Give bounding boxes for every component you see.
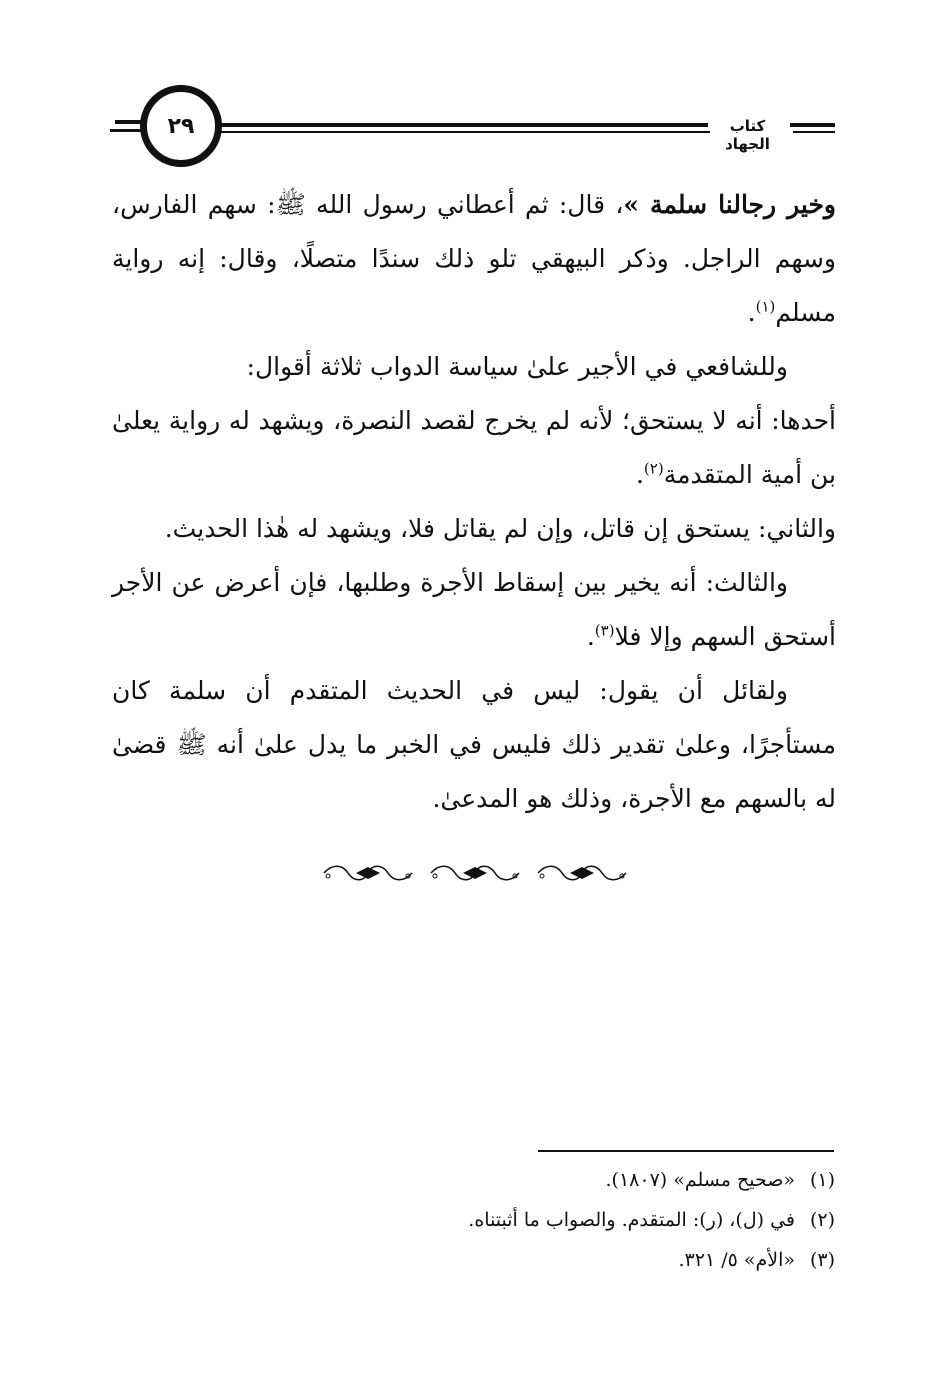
paragraph	[112, 394, 836, 502]
header-rule	[793, 131, 835, 133]
floral-divider-icon	[534, 860, 630, 886]
header-rule	[790, 123, 835, 127]
footnote	[300, 1200, 835, 1240]
paragraph-text: والثالث: أنه يخير بين إسقاط الأجرة وطلبها، فإن أعرض عن الأجر أستحق السهم وإلا فلا	[112, 568, 836, 651]
floral-divider-icon	[320, 860, 416, 886]
footnote-ref: (١)	[755, 297, 776, 316]
header-rule	[218, 123, 708, 127]
footnotes	[300, 1160, 835, 1280]
footnote-text: في (ل)، (ر): المتقدم. والصواب ما أثبتناه.	[468, 1209, 795, 1231]
footnote-number: (١)	[809, 1169, 835, 1191]
paragraph: وللشافعي في الأجير علىٰ سياسة الدواب ثلاثة أقوال:	[246, 352, 788, 381]
running-title: كتاب الجهاد	[725, 117, 770, 153]
page-header	[0, 85, 948, 185]
paragraph	[112, 556, 836, 664]
punctuation: .	[635, 460, 644, 489]
footnote	[300, 1240, 835, 1280]
paragraph: ولقائل أن يقول: ليس في الحديث المتقدم أن سلمة كان مستأجرًا، وعلىٰ تقدير ذلك فليس في الخبر ما يدل علىٰ أنه ﷺ قضىٰ له بالسهم مع الأجرة، وذلك هو المدعىٰ.	[112, 676, 836, 813]
floral-divider-icon	[427, 860, 523, 886]
footnote-separator	[538, 1150, 834, 1152]
page-number: ٢٩	[167, 113, 195, 139]
page-number-badge	[140, 85, 222, 167]
paragraph-text: ، قال: ثم أعطاني رسول الله ﷺ: سهم الفارس، وسهم الراجل. وذكر البيهقي تلو ذلك سندًا متصلًا، وقال: إنه رواية مسلم	[112, 190, 836, 327]
quoted-text: وخير رجالنا سلمة »	[623, 190, 836, 219]
floral-divider-icon	[320, 858, 630, 888]
main-text	[112, 178, 836, 826]
paragraph	[112, 178, 836, 340]
footnote-number: (٣)	[809, 1249, 835, 1271]
punctuation: .	[586, 622, 595, 651]
footnote-ref: (٢)	[643, 459, 664, 478]
footnote	[300, 1160, 835, 1200]
header-rule	[215, 131, 710, 133]
paragraph: والثاني: يستحق إن قاتل، وإن لم يقاتل فلا، ويشهد له هٰذا الحديث.	[164, 514, 836, 543]
footnote-ref: (٣)	[594, 621, 615, 640]
footnote-number: (٢)	[809, 1209, 835, 1231]
footnote-text: «صحيح مسلم» (١٨٠٧).	[605, 1169, 795, 1191]
paragraph-text: أحدها: أنه لا يستحق؛ لأنه لم يخرج لقصد النصرة، ويشهد له رواية يعلىٰ بن أمية المتقدمة	[112, 406, 836, 489]
punctuation: .	[747, 298, 756, 327]
footnote-text: «الأم» ٥/ ٣٢١.	[678, 1249, 795, 1271]
